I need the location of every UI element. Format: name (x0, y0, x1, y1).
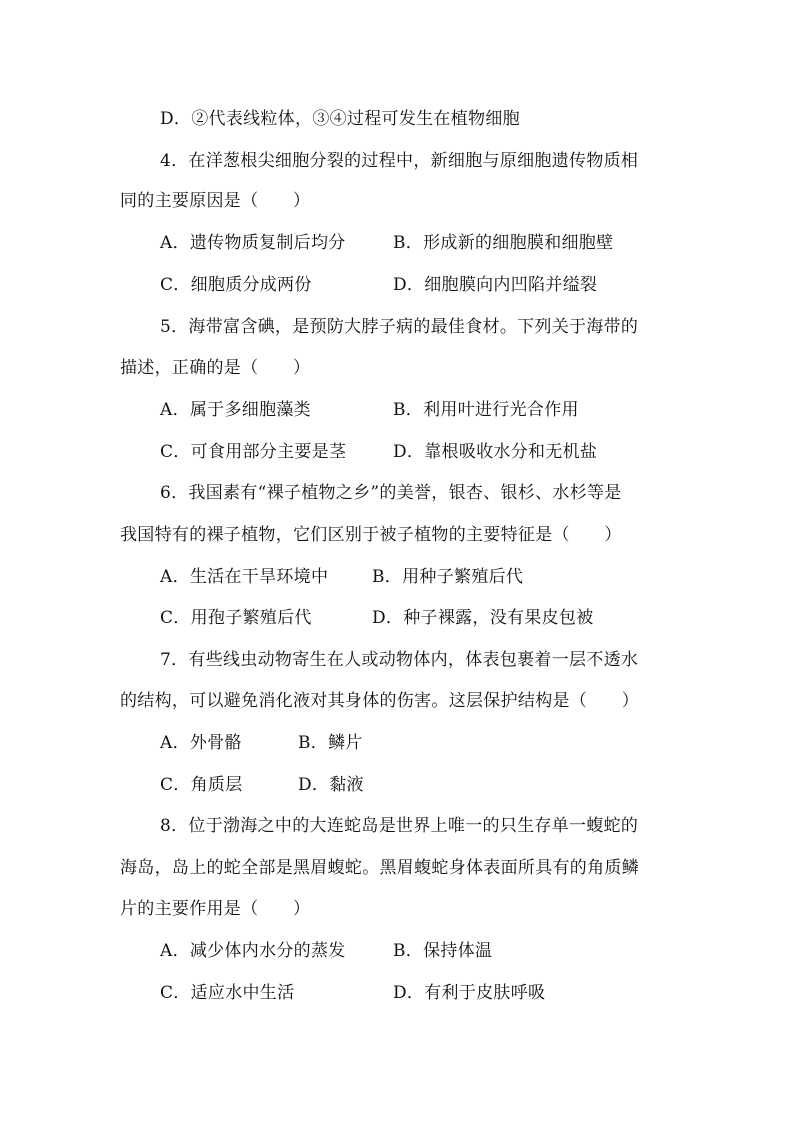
q8-option-d: D．有利于皮肤呼吸 (393, 983, 546, 1003)
q7-stem-line-2: 的结构，可以避免消化液对其身体的伤害。这层保护结构是（ ） (120, 691, 639, 711)
q7-option-c: C．角质层 (160, 775, 243, 795)
q5-option-c: C．可食用部分主要是茎 (160, 442, 347, 462)
q4-option-d: D．细胞膜向内凹陷并缢裂 (393, 275, 598, 295)
q5-stem-line-2: 描述，正确的是（ ） (120, 358, 311, 378)
q8-stem-line-3: 片的主要作用是（ ） (120, 899, 311, 919)
q8-option-a: A．减少体内水分的蒸发 (160, 941, 346, 961)
q6-stem-line-2: 我国特有的裸子植物，它们区别于被子植物的主要特征是（ ） (120, 525, 622, 545)
q8-option-c: C．适应水中生活 (160, 983, 295, 1003)
q8-option-b: B．保持体温 (393, 941, 493, 961)
q4-option-b: B．形成新的细胞膜和细胞壁 (393, 233, 614, 253)
q8-stem-line-2: 海岛，岛上的蛇全部是黑眉蝮蛇。黑眉蝮蛇身体表面所具有的角质鳞 (120, 858, 639, 878)
q3-option-d: D．②代表线粒体，③④过程可发生在植物细胞 (160, 109, 520, 129)
q5-option-d: D．靠根吸收水分和无机盐 (393, 442, 598, 462)
q8-stem-line-1: 8．位于渤海之中的大连蛇岛是世界上唯一的只生存单一蝮蛇的 (160, 816, 639, 836)
q5-stem-line-1: 5．海带富含碘，是预防大脖子病的最佳食材。下列关于海带的 (160, 317, 639, 337)
q6-stem-line-1: 6．我国素有“裸子植物之乡”的美誉，银杏、银杉、水杉等是 (160, 483, 622, 503)
q4-option-c: C．细胞质分成两份 (160, 275, 312, 295)
q7-option-a: A．外骨骼 (160, 733, 242, 753)
q5-option-b: B．利用叶进行光合作用 (393, 400, 579, 420)
q4-option-a: A．遗传物质复制后均分 (160, 233, 346, 253)
q6-option-a: A．生活在干旱环境中 (160, 567, 329, 587)
q5-option-a: A．属于多细胞藻类 (160, 400, 311, 420)
q6-option-b: B．用种子繁殖后代 (372, 567, 524, 587)
q6-option-d: D．种子裸露，没有果皮包被 (372, 608, 594, 628)
q4-stem-line-2: 同的主要原因是（ ） (120, 191, 311, 211)
q7-option-b: B．鳞片 (298, 733, 363, 753)
q7-stem-line-1: 7．有些线虫动物寄生在人或动物体内，体表包裹着一层不透水 (160, 650, 639, 670)
q6-option-c: C．用孢子繁殖后代 (160, 608, 312, 628)
q7-option-d: D．黏液 (298, 775, 364, 795)
q4-stem-line-1: 4．在洋葱根尖细胞分裂的过程中，新细胞与原细胞遗传物质相 (160, 151, 639, 171)
